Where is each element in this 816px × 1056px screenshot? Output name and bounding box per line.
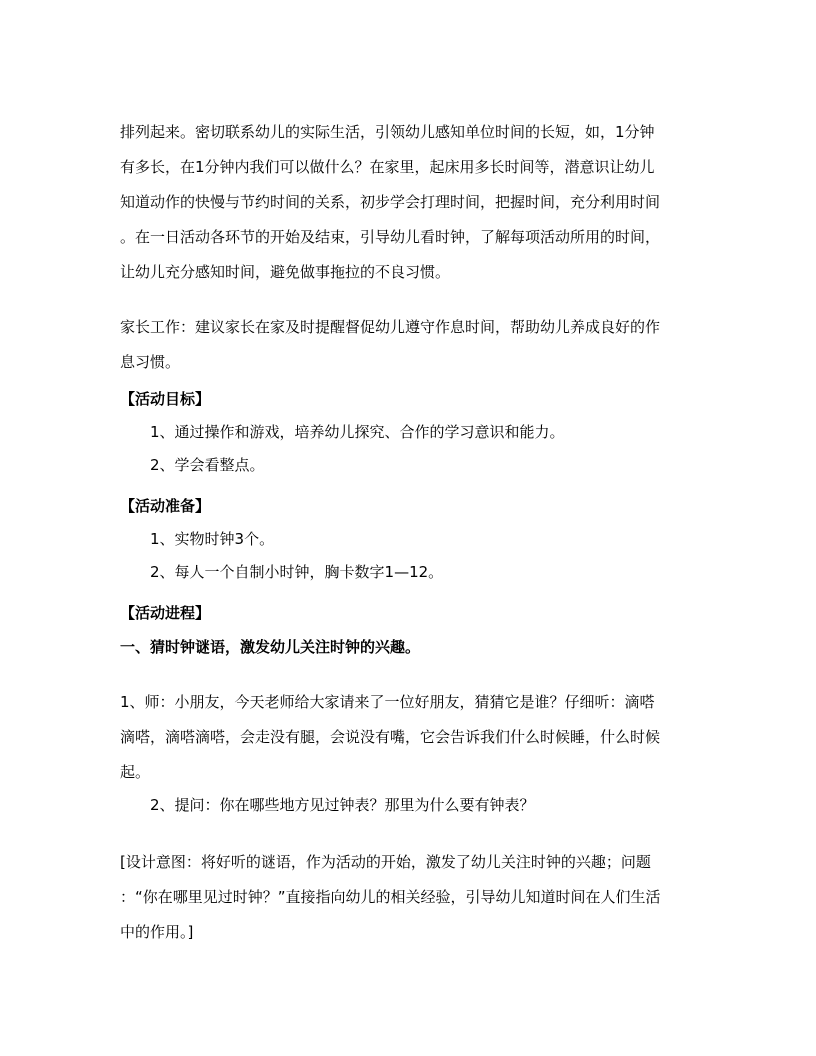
text-line: 。在一日活动各环节的开始及结束，引导幼儿看时钟，了解每项活动所用的时间，: [120, 228, 661, 246]
text-line: 让幼儿充分感知时间，避免做事拖拉的不良习惯。: [120, 263, 451, 281]
text-line: 滴嗒，滴嗒滴嗒，会走没有腿，会说没有嘴，它会告诉我们什么时候睡，什么时候: [120, 728, 661, 746]
section-title: 一、猜时钟谜语，激发幼儿关注时钟的兴趣。: [120, 638, 421, 656]
text-line: 知道动作的快慢与节约时间的关系，初步学会打理时间，把握时间，充分利用时间: [120, 193, 661, 211]
text-line: [设计意图：将好听的谜语，作为活动的开始，激发了幼儿关注时钟的兴趣；问题: [120, 853, 651, 871]
preparation-item: 2、每人一个自制小时钟，胸卡数字1—12。: [150, 563, 444, 581]
text-line: 中的作用。]: [120, 923, 194, 941]
goal-item: 2、学会看整点。: [150, 456, 265, 474]
preparation-item: 1、实物时钟3个。: [150, 530, 275, 548]
step-2-text: 2、提问：你在哪些地方见过钟表？那里为什么要有钟表？: [150, 796, 535, 814]
text-line: ：“你在哪里见过时钟？”直接指向幼儿的相关经验，引导幼儿知道时间在人们生活: [120, 888, 661, 906]
text-line: 1、师：小朋友，今天老师给大家请来了一位好朋友，猜猜它是谁？仔细听：滴嗒: [120, 693, 655, 711]
text-line: 排列起来。密切联系幼儿的实际生活，引领幼儿感知单位时间的长短，如，1分钟: [120, 123, 655, 141]
goals-heading: 【活动目标】: [120, 390, 211, 408]
preparation-heading: 【活动准备】: [120, 497, 211, 515]
process-heading: 【活动进程】: [120, 604, 211, 622]
text-line: 有多长，在1分钟内我们可以做什么？在家里，起床用多长时间等，潜意识让幼儿: [120, 158, 655, 176]
text-line: 家长工作：建议家长在家及时提醒督促幼儿遵守作息时间，帮助幼儿养成良好的作: [120, 318, 661, 336]
text-line: 息习惯。: [120, 353, 181, 371]
text-line: 起。: [120, 763, 151, 781]
goal-item: 1、通过操作和游戏，培养幼儿探究、合作的学习意识和能力。: [150, 423, 565, 441]
